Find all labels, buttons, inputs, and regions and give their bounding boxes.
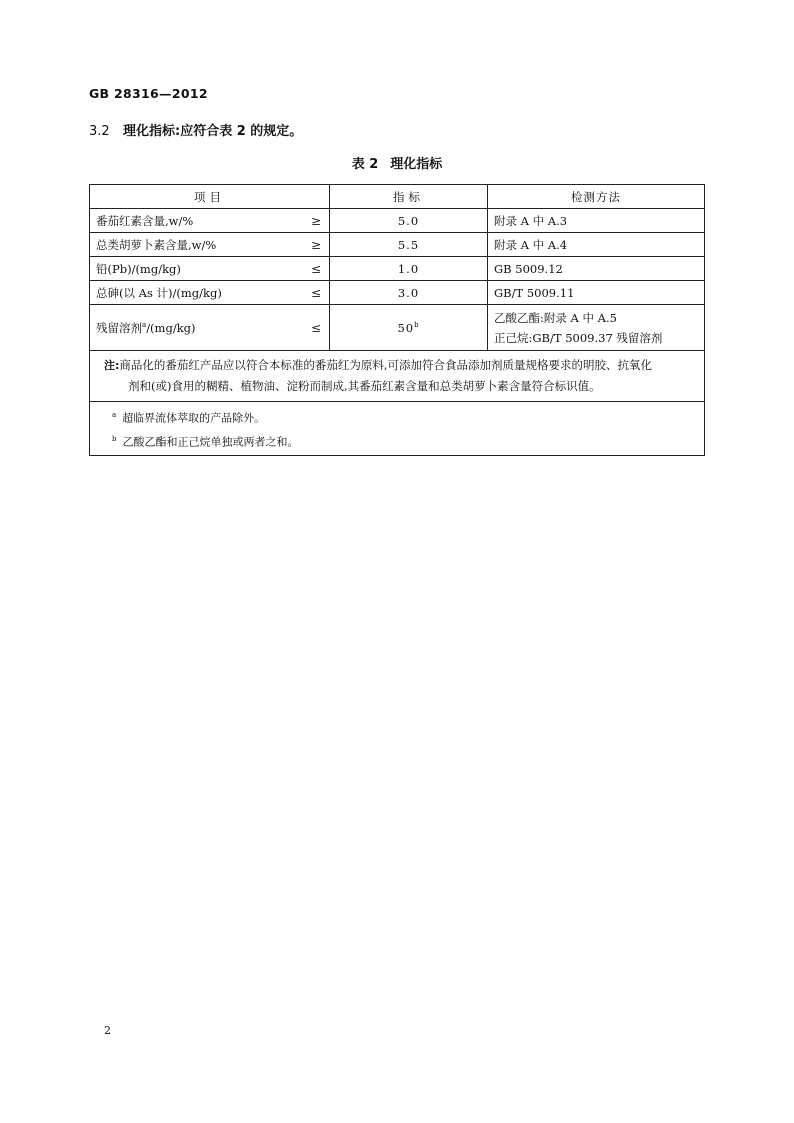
value-cell: 3.0	[330, 281, 488, 305]
item-name: 总砷(以 As 计)/(mg/kg)	[96, 285, 222, 300]
value-cell	[330, 305, 488, 351]
section-number: 3.2	[89, 124, 110, 139]
item-name: 铅(Pb)/(mg/kg)	[96, 261, 181, 276]
method-cell: 附录 A 中 A.3	[488, 209, 705, 233]
value-text: 50	[397, 320, 415, 335]
note-line: 剂和(或)食用的糊精、植物油、淀粉而制成,其番茄红素含量和总类胡萝卜素含量符合标识值。	[128, 379, 601, 393]
column-header-method: 检测方法	[488, 185, 705, 209]
comparison-symbol: ≥	[310, 213, 321, 228]
table-header-row	[90, 185, 705, 209]
value-cell: 5.5	[330, 233, 488, 257]
footnote-ref-a: a	[142, 320, 147, 329]
footnote-cell	[90, 402, 705, 456]
column-header-item: 项目	[90, 185, 330, 209]
note-text: 商品化的番茄红产品应以符合本标准的番茄红为原料,可添加符合食品添加剂质量规格要求的明胶、抗氧化	[119, 358, 653, 372]
footnote-ref-b: b	[414, 320, 420, 329]
column-header-value: 指标	[330, 185, 488, 209]
table-row	[90, 209, 705, 233]
method-cell: GB/T 5009.11	[488, 281, 705, 305]
note-cell	[90, 351, 705, 402]
table-caption-number: 表 2	[351, 157, 379, 172]
table-row	[90, 257, 705, 281]
section-heading	[89, 120, 302, 139]
footnote-b	[112, 429, 694, 453]
method-cell: 附录 A 中 A.4	[488, 233, 705, 257]
table-caption-title: 理化指标	[390, 157, 443, 172]
comparison-symbol: ≤	[310, 261, 321, 276]
standard-code: GB 28316—2012	[89, 86, 208, 101]
note-row	[90, 351, 705, 402]
item-name: 总类胡萝卜素含量,w/%	[96, 237, 217, 252]
spec-table	[89, 184, 705, 456]
value-cell: 5.0	[330, 209, 488, 233]
footnote-row	[90, 402, 705, 456]
table-caption	[0, 153, 794, 172]
footnote-text: 超临界流体萃取的产品除外。	[122, 411, 266, 425]
footnote-mark: b	[112, 434, 117, 443]
comparison-symbol: ≤	[310, 320, 321, 335]
value-cell: 1.0	[330, 257, 488, 281]
method-cell: GB 5009.12	[488, 257, 705, 281]
method-cell	[488, 305, 705, 351]
footnote-text: 乙酸乙酯和正己烷单独或两者之和。	[122, 435, 299, 449]
item-name: 残留溶剂	[96, 320, 142, 335]
item-name: 番茄红素含量,w/%	[96, 213, 194, 228]
comparison-symbol: ≥	[310, 237, 321, 252]
table-row	[90, 233, 705, 257]
item-cell	[90, 281, 330, 305]
comparison-symbol: ≤	[310, 285, 321, 300]
item-cell	[90, 257, 330, 281]
method-line: 乙酸乙酯:附录 A 中 A.5	[494, 310, 617, 325]
item-unit: /(mg/kg)	[146, 320, 196, 335]
note-line	[104, 355, 694, 376]
note-label: 注:	[104, 359, 120, 372]
item-cell	[90, 305, 330, 351]
footnote-a	[112, 405, 694, 429]
table-row	[90, 305, 705, 351]
item-cell	[90, 209, 330, 233]
page-number: 2	[104, 1024, 111, 1037]
section-text: 理化指标:应符合表 2 的规定。	[123, 124, 303, 139]
table-row	[90, 281, 705, 305]
method-line: 正己烷:GB/T 5009.37 残留溶剂	[494, 330, 663, 345]
footnote-mark: a	[112, 411, 117, 419]
item-cell	[90, 233, 330, 257]
